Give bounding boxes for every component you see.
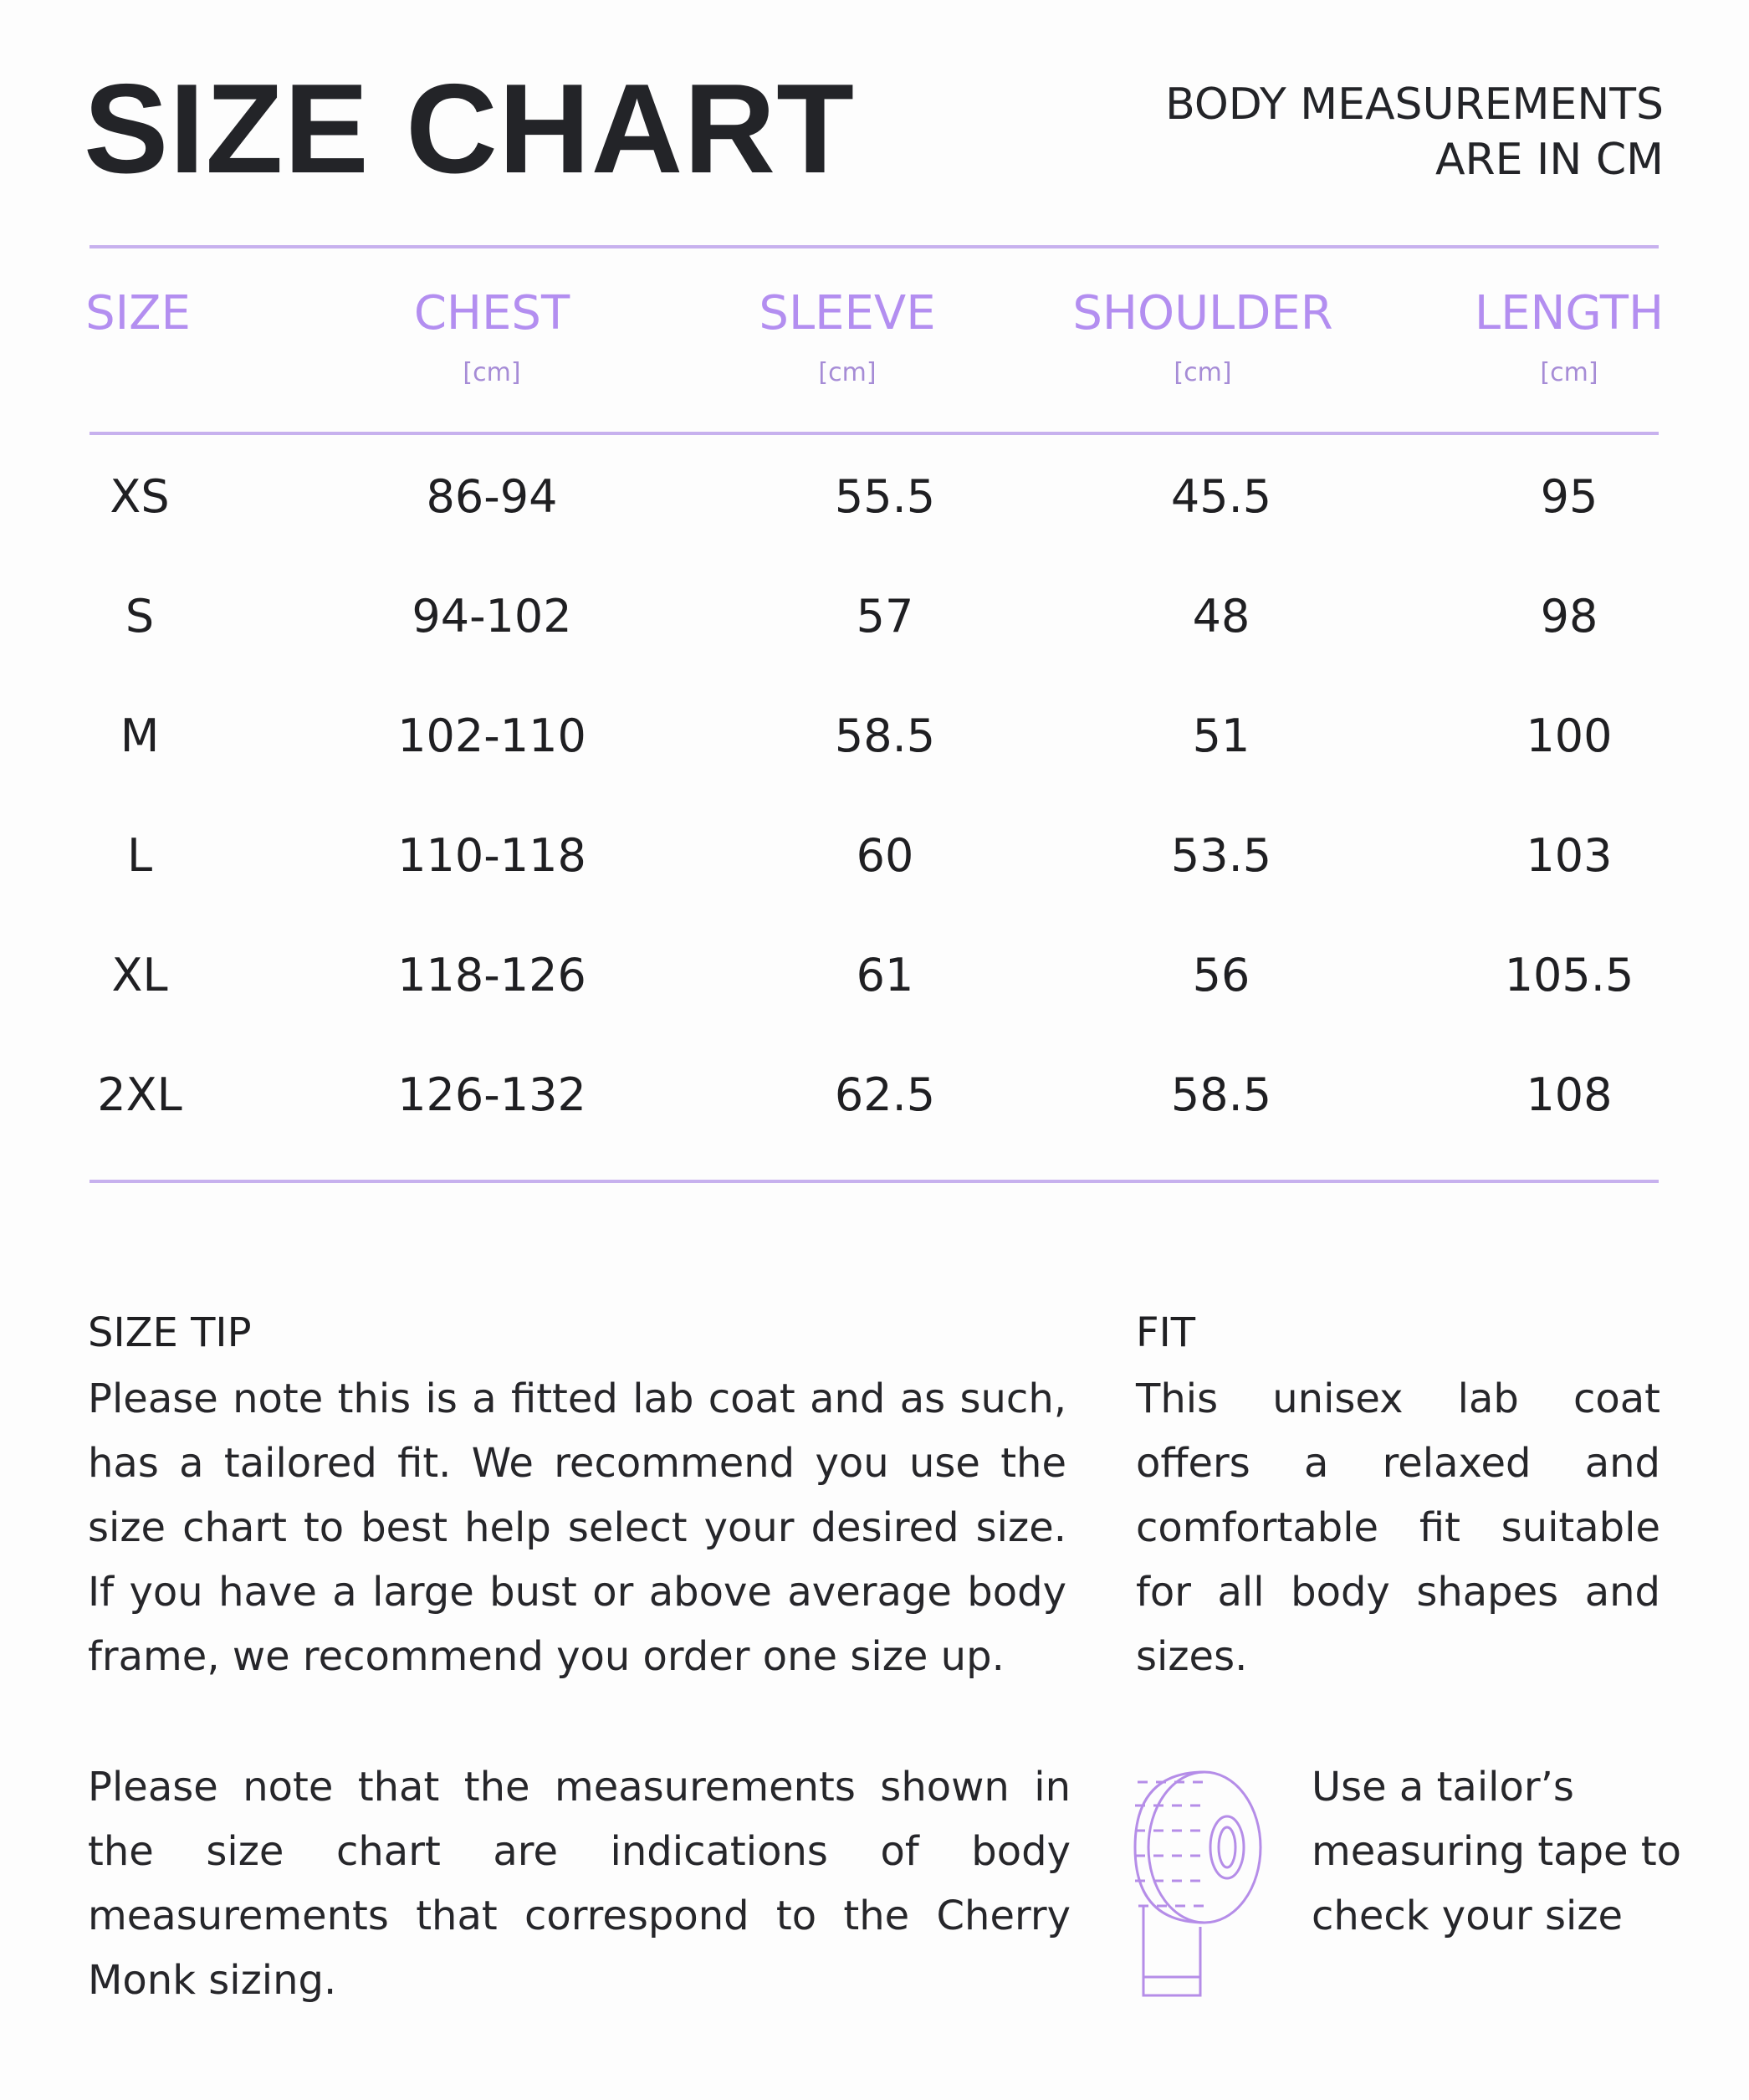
measurement-cell: 102-110 [397,709,586,762]
measurement-cell: 61 [856,949,914,1001]
measurement-cell: 126-132 [397,1068,586,1121]
column-header-unit: [cm] [1540,358,1598,387]
measurement-cell: 62.5 [834,1068,936,1121]
measurement-cell: 98 [1540,590,1598,643]
measurement-cell: 95 [1540,470,1598,523]
measurement-cell: 86-94 [426,470,558,523]
header-top-divider [89,245,1659,248]
tape-tip: Use a tailor’s measuring tape to check your size [1312,1764,1682,1939]
measurements-note: Please note that the measurements shown in the size chart are indications of body measurements that correspond to the Cherry Monk sizing. [88,1764,1071,2004]
measurement-cell: 56 [1192,949,1250,1001]
measurement-cell: 53.5 [1170,829,1272,882]
column-header-length [1444,284,1695,390]
column-header-chest [366,284,617,390]
page-title: SIZE CHART [84,58,855,200]
column-header-unit: [cm] [463,358,521,387]
measurement-cell: 58.5 [834,709,936,762]
header-bottom-divider [89,432,1659,435]
measurement-cell: 45.5 [1170,470,1272,523]
measuring-tape-icon [1133,1764,1267,2001]
units-note-line-1: BODY MEASUREMENTS [1165,79,1664,130]
column-header-label: SIZE [85,286,191,341]
measurement-cell: 118-126 [397,949,586,1001]
table-bottom-divider [89,1180,1659,1183]
measurement-cell: 110-118 [397,829,586,882]
measurement-cell: 94-102 [412,590,572,643]
fit-title: FIT [1136,1309,1196,1356]
measurement-cell: 108 [1526,1068,1613,1121]
column-header-label: SHOULDER [1072,286,1333,341]
size-label-cell: L [126,829,153,882]
size-label-cell: XL [111,949,168,1001]
measurement-cell: 58.5 [1170,1068,1272,1121]
size-label-cell: 2XL [97,1068,182,1121]
size-tip-text: Please note this is a fitted lab coat and as such, has a tailored fit. We recommend you use the size chart to best help select your desired size. If you have a large bust or above average body frame, we recommend you order one size up. [88,1375,1066,1680]
column-header-label: CHEST [413,286,570,341]
fit-text: This unisex lab coat offers a relaxed and comfortable fit suitable for all body shapes and sizes. [1136,1375,1660,1680]
column-header-shoulder [1036,284,1370,390]
column-header-unit: [cm] [1174,358,1232,387]
size-label-cell: S [125,590,155,643]
measurement-cell: 48 [1192,590,1250,643]
column-header-sleeve [722,284,973,390]
measurement-cell: 57 [856,590,914,643]
column-header-label: LENGTH [1474,286,1665,341]
measurement-cell: 51 [1192,709,1250,762]
units-note-line-2: ARE IN CM [1434,135,1664,185]
column-header-unit: [cm] [818,358,877,387]
measurement-cell: 105.5 [1504,949,1634,1001]
measurement-cell: 60 [856,829,914,882]
size-label-cell: XS [110,470,170,523]
size-tip-title: SIZE TIP [88,1309,252,1356]
measurement-cell: 100 [1526,709,1613,762]
size-label-cell: M [120,709,160,762]
measurement-cell: 103 [1526,829,1613,882]
column-header-size [54,284,222,343]
measurement-cell: 55.5 [834,470,936,523]
column-header-label: SLEEVE [759,286,936,341]
units-note [1165,77,1664,187]
